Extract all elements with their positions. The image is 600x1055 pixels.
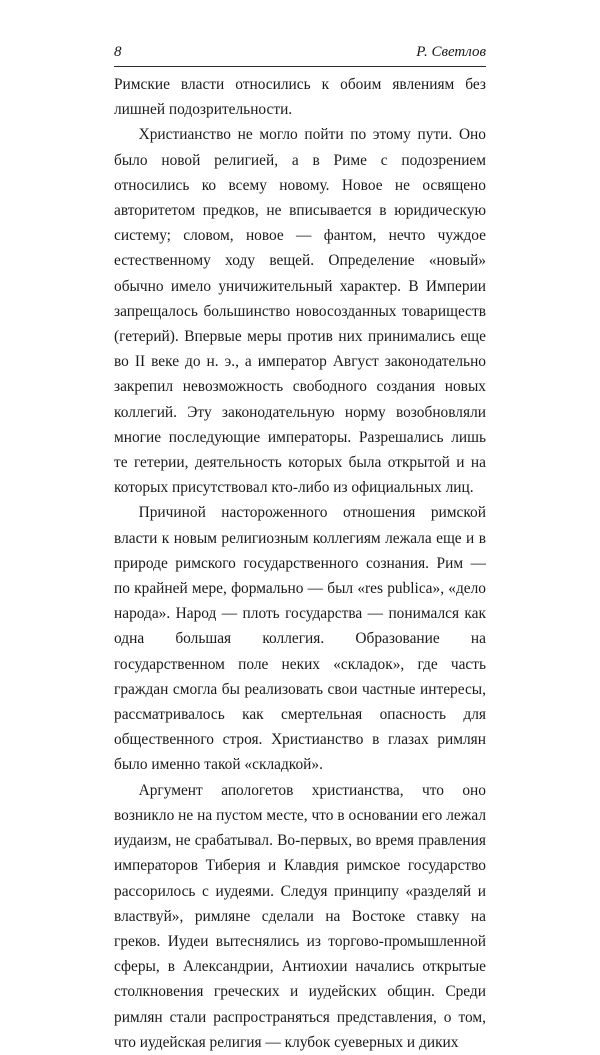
- header-rule: [114, 66, 486, 67]
- page-header: [114, 44, 486, 68]
- paragraph: Христианство не могло пойти по этому пути. Оно было новой религией, а в Риме с подозрением относились ко всему новому. Новое не освящено авторитетом предков, не вписывается в юридическую систему; словом, новое — фантом, нечто чуждое естественному ходу вещей. Определение «новый» обычно имело уничижительный характер. В Империи запрещалось большинство новосозданных товариществ (гетерий). Впервые меры против них принимались еще во II веке до н. э., а император Август законодательно закрепил невозможность свободного создания новых коллегий. Эту законодательную норму возобновляли многие последующие императоры. Разрешались лишь те гетерии, деятельность которых была открытой и на которых присутствовал кто-либо из официальных лиц.: [114, 126, 486, 497]
- paragraph: Причиной настороженного отношения римской власти к новым религиозным коллегиям лежала еще и в природе римского государственного сознания. Рим — по крайней мере, формально — был «res publica», «дело народа». Народ — плоть государства — понимался как одна большая коллегия. Образование на государственном поле неких «складок», где часть граждан смогла бы реализовать свои частные интересы, рассматривалось как смертельная опасность для общественного строя. Христианство в глазах римлян было именно такой «складкой».: [114, 504, 486, 774]
- paragraph: Римские власти относились к обоим явлениям без лишней подозрительности.: [114, 76, 486, 119]
- body-text: [114, 72, 486, 1055]
- page-number: 8: [114, 44, 122, 60]
- running-head-author: Р. Светлов: [416, 44, 486, 60]
- paragraph: Аргумент апологетов христианства, что оно возникло не на пустом месте, что в основании его лежал иудаизм, не срабатывал. Во-первых, во время правления императоров Тиберия и Клавдия римское государство рассорилось с иудеями. Следуя принципу «разделяй и властвуй», римляне сделали на Востоке ставку на греков. Иудеи вытеснялись из торгово-промышленной сферы, в Александрии, Антиохии начались открытые столкновения греческих и иудейских общин. Среди римлян стали распространяться представления, о том, что иудейская религия — клубок суеверных и диких: [114, 781, 486, 1051]
